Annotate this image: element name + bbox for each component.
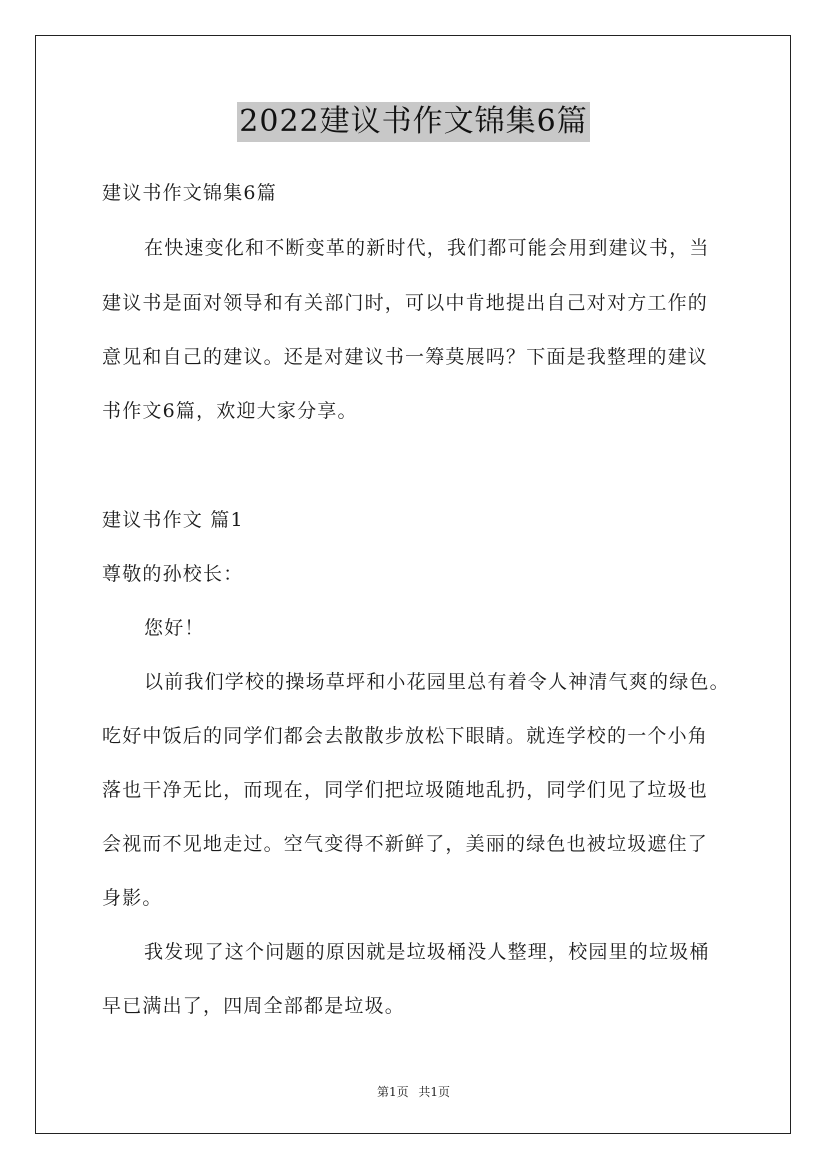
- para1-line-3: 落也干净无比，而现在，同学们把垃圾随地乱扔，同学们见了垃圾也: [102, 779, 709, 801]
- page-footer: [0, 1083, 827, 1100]
- para1-line-1: 以前我们学校的操场草坪和小花园里总有着令人神清气爽的绿色。: [144, 671, 730, 693]
- greeting: 您好！: [144, 617, 205, 639]
- para1-line-5: 身影。: [102, 887, 163, 909]
- para1-line-4: 会视而不见地走过。空气变得不新鲜了，美丽的绿色也被垃圾遮住了: [102, 833, 709, 855]
- intro-line-3: 意见和自己的建议。还是对建议书一筹莫展吗？下面是我整理的建议: [102, 346, 709, 368]
- intro-line-2: 建议书是面对领导和有关部门时，可以中肯地提出自己对对方工作的: [102, 292, 709, 314]
- document-title: 2022建议书作文锦集6篇: [237, 102, 589, 142]
- para1-line-2: 吃好中饭后的同学们都会去散散步放松下眼睛。就连学校的一个小角: [102, 725, 709, 747]
- para2-line-1: 我发现了这个问题的原因就是垃圾桶没人整理，校园里的垃圾桶: [144, 941, 710, 963]
- title-container: [0, 102, 827, 142]
- intro-line-4: 书作文6篇，欢迎大家分享。: [102, 400, 358, 422]
- intro-line-1: 在快速变化和不断变革的新时代，我们都可能会用到建议书，当: [144, 237, 710, 259]
- salutation: 尊敬的孙校长：: [102, 563, 244, 585]
- page-number-total: 共1页: [418, 1085, 451, 1099]
- para2-line-2: 早已满出了，四周全部都是垃圾。: [102, 995, 406, 1017]
- page-number-current: 第1页: [376, 1085, 409, 1099]
- section-heading: 建议书作文 篇1: [102, 509, 244, 531]
- subtitle: 建议书作文锦集6篇: [102, 182, 277, 204]
